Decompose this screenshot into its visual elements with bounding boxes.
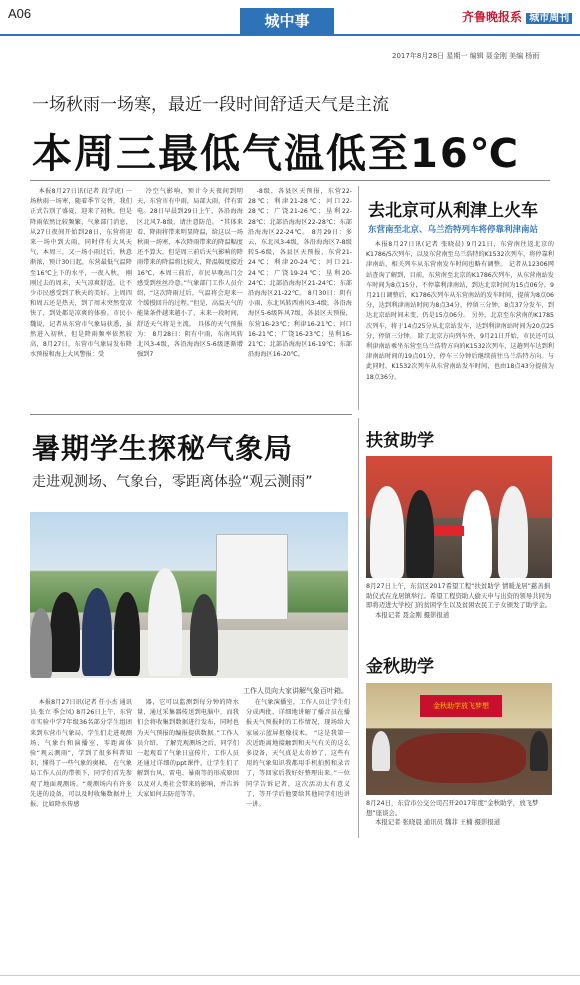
lead-column-2 — [137, 187, 243, 405]
page-number: A06 — [8, 6, 32, 21]
aid2-caption-text: 8月24日，东营市公交公司召开2017年度“金秋助学，放飞梦想”座谈会。 — [366, 799, 539, 817]
aid-credit: 本报记者 聂金刚 摄影报道 — [374, 610, 450, 619]
rail-kicker: 东营南至北京、乌兰浩特列车将停靠利津南站 — [368, 225, 539, 235]
feature-photo-caption: 工作人员向大家讲解气象百叶箱。 — [243, 687, 348, 695]
masthead-brand — [462, 8, 572, 25]
aid2-photo — [366, 683, 552, 795]
feature-column-2 — [137, 698, 239, 826]
aid-title: 扶贫助学 — [366, 431, 434, 451]
feature-photo — [30, 512, 348, 678]
attendee-figure — [530, 731, 548, 771]
feature-col3-text: 在气象演播室，工作人员让学生们分成两批，详细地讲解了播音员在播报天气预报时的工作情况，现场给大家展示蓝屏抠像技术。 “这是我第一次近距离地接触到和天气有关的这么多设备，天气真是太奇妙了，这些有用的气象知识我都用手机拍照和录音了，等回家后我好好整理出来。”一位同学告诉记者，这次活动太有意义了，等开学后他要给其他同学们也讲一讲。 — [246, 699, 350, 809]
aid2-caption — [366, 799, 554, 828]
meeting-banner: 金秋助学放飞梦想 — [420, 695, 502, 717]
student-figure — [190, 594, 218, 676]
lead-headline: 本周三最低气温低至16℃ — [32, 131, 521, 177]
bottom-rule — [0, 975, 580, 976]
lead-col3-text: -8级，各县区天预报，东营22-28℃；利津21-28℃；河口22-28℃；广饶21-26℃；垦利22-28℃；北部沿海海区22-28℃；东部沿海海区22-24℃。 8月29日：多云，东北风3-4级，各沿海海区7-8级转5-6级，各县区天预报，东营21-24℃；利津20-24℃；河口21-24℃；广饶19-24℃；垦利20-24℃；北部沿海海区21-24℃；东部沿海海区21-22℃。 8月30日：阴有小雨，东北风转西南风3-4级，各沿海海区5-6级阵风7级，各县区天预报，东营16-23℃；利津16-21℃；河口16-21℃；广饶16-23℃；垦利16-21℃；北部沿海海区16-19℃；东部沿海海区16-20℃。 — [248, 188, 352, 359]
rail-body-text: 本报8月27日讯(记者 张晓晨) 9月21日，东营南往返北京的K1786/5次列车，以及东营南至乌兰浩特的K1532次列车，将停靠利津南站，相关列车从东营南发车时间也略有调整。 记者从12306网站查询了解到，目前，东营南至北京的K1786次列车，从东营南站发车时间为8点15分，不停靠利津南站，到达北京时间为15点06分。9月21日调整后，K1786次列车从东营南站的发车时间，提前为8点06分，达到利津南站时间为8点34分，停留三分钟，8点37分发车，到达北京站时间未变，仍是15点06分。 另外，北京至东营南的K1785次列车，将于14点25分从北京站发车，达到利津南站时间为20点25分，停留三分钟。 除了北京方向列车外，9月21日开始，市民还可以利津南站乘坐东营至乌兰浩特方向的K1532次列车，这趟列车达到利津南站时间的19点01分，停车三分钟后继续前往乌兰浩特方向。与此同时，K1532次列车从东营南站发车时间，也由18点43分提前为18点36分。 — [366, 241, 554, 381]
brand-tag: 城市周刊 — [526, 13, 572, 24]
aid2-title: 金秋助学 — [366, 657, 434, 677]
brand-sub: 系 — [510, 10, 523, 24]
student-figure — [498, 486, 528, 578]
red-envelope — [434, 526, 464, 536]
feature-divider — [30, 414, 352, 415]
aid-caption — [366, 582, 554, 620]
student-figure — [462, 490, 492, 578]
lead-divider — [30, 180, 550, 181]
student-figure — [30, 608, 52, 678]
lead-col1-text: 本报8月27日讯(记者 段学虎) 一场秋雨一场寒，随着季节交替，我们正式告别了盛夏，迎来了初秋，但是降雨依然比较频繁，气象部门消息，从27日夜间开始到28日，东营将迎来一场中到大雨，同时伴有大风天气，本周三，又一场小雨过后，秋意渐浓，预计30日起，东营最低气温降至16℃上下的水平，一夜入秋。 刚刚过去的周末，天气凉爽舒适，让不少市民感受到了秋天的美好。上周四和周五还是热天，到了周末突然变凉快了，到处都是凉爽的体验。市民小魏说，记者从东营市气象局获悉，虽然进入初秋，但是降雨频率依然较高，8月27日，东营市气象局发布降水预报和海上大风警报：受 — [30, 188, 132, 359]
stevenson-screen — [216, 534, 288, 620]
header-rule — [0, 34, 580, 36]
lead-column-1 — [30, 187, 132, 405]
section-title: 城中事 — [240, 8, 334, 34]
aid2-credit: 本报记者 张晓晨 通讯员 魏菲 王楠 摄影报道 — [374, 818, 501, 827]
rail-separator — [358, 186, 359, 410]
lead-kicker: 一场秋雨一场寒，最近一段时间舒适天气是主流 — [32, 95, 389, 115]
donor-figure — [370, 486, 404, 578]
feature-column-1 — [30, 698, 132, 826]
feature-title: 暑期学生探秘气象局 — [32, 432, 294, 465]
sidebar-separator — [358, 418, 359, 838]
feature-col1-text: 本报8月27日讯(记者 任小杰 通讯员 张立 季会凤) 8月26日上午，东营市实验中学7年级36名部分学生组团来到东营市气象局，学生们走进观测场、气象台和演播室，零距离体验“观云测雨”，学到了很多科普知识，懂得了一些气象的奥秘。 在气象局工作人员的带领下，同学们首先参观了地面观测场。“观测场内有许多先进的设备，可以及时收集数据并上报，比如降水传感 — [30, 699, 132, 809]
aid-photo — [366, 456, 552, 578]
person-figure — [406, 490, 434, 578]
student-figure — [114, 592, 140, 676]
staff-figure — [148, 568, 182, 676]
meeting-table — [396, 733, 526, 783]
feature-col2-text: 器，它可以监测到每分钟的降水量，通过采集器传送到电脑中，而我们会将收集到数据进行发布，同时也为天气预报的编报提供数据。”工作人员介绍。 了解完观测场之后，同学们一起观看了气象日宣传片，工作人员还通过详细的ppt课件，让学生们了解到台风、雷电、暴雨等的形成原因以及对人类社会带来的影响，并告诉大家如何去防范等等。 — [137, 699, 239, 798]
rail-title: 去北京可从利津上火车 — [368, 201, 538, 221]
brand-name: 齐鲁晚报 — [462, 10, 511, 24]
lead-column-3 — [248, 187, 352, 405]
rail-body — [366, 240, 554, 406]
attendee-figure — [372, 731, 390, 771]
aid-caption-text: 8月27日上午，东营区2017希望工程“扶贫助学 情暖龙居”慈善捐助仪式在龙居镇举行。希望工程资助人偷天申与出资的领导共同为即将迈进大学校门的贫困学生以及贫困农民工子女颁发了助学金。 — [366, 582, 552, 610]
feature-column-3 — [246, 698, 350, 826]
student-figure — [82, 588, 112, 676]
student-figure — [50, 592, 80, 672]
feature-kicker: 走进观测场、气象台，零距离体验“观云测雨” — [32, 474, 313, 490]
issue-meta: 2017年8月28日 星期一 编辑 聂金刚 美编 杨雨 — [392, 52, 540, 60]
lead-col2-text: 冷空气影响，预计今天夜间到明天，东营市有中雨，局部大雨，伴有雷电。28日早晨到29日上午，各沿海海区北风7-8级，请注意防范。 “其体来看，降雨将带来明显降温，给这以一场秋雨一场寒，本次降雨带来的降温幅度还不算大，但是周三前后天气影响的降雨带来的降温将比较大，降温幅度接近16℃，本周三前后，市民早晚出门会感受到丝丝冷意。”气象部门工作人员介绍，“这次降雨过后，气温将会迎来一个缓慢回升的过程。”但是，高温天气的能量条件越来越小了，未来一段时间，舒适天气将是主流。 具体的天气预报为： 8月28日：阴有中雨，东南风转北风3-4级，各沿海海区5-6级逐渐增强到7 — [137, 188, 243, 359]
